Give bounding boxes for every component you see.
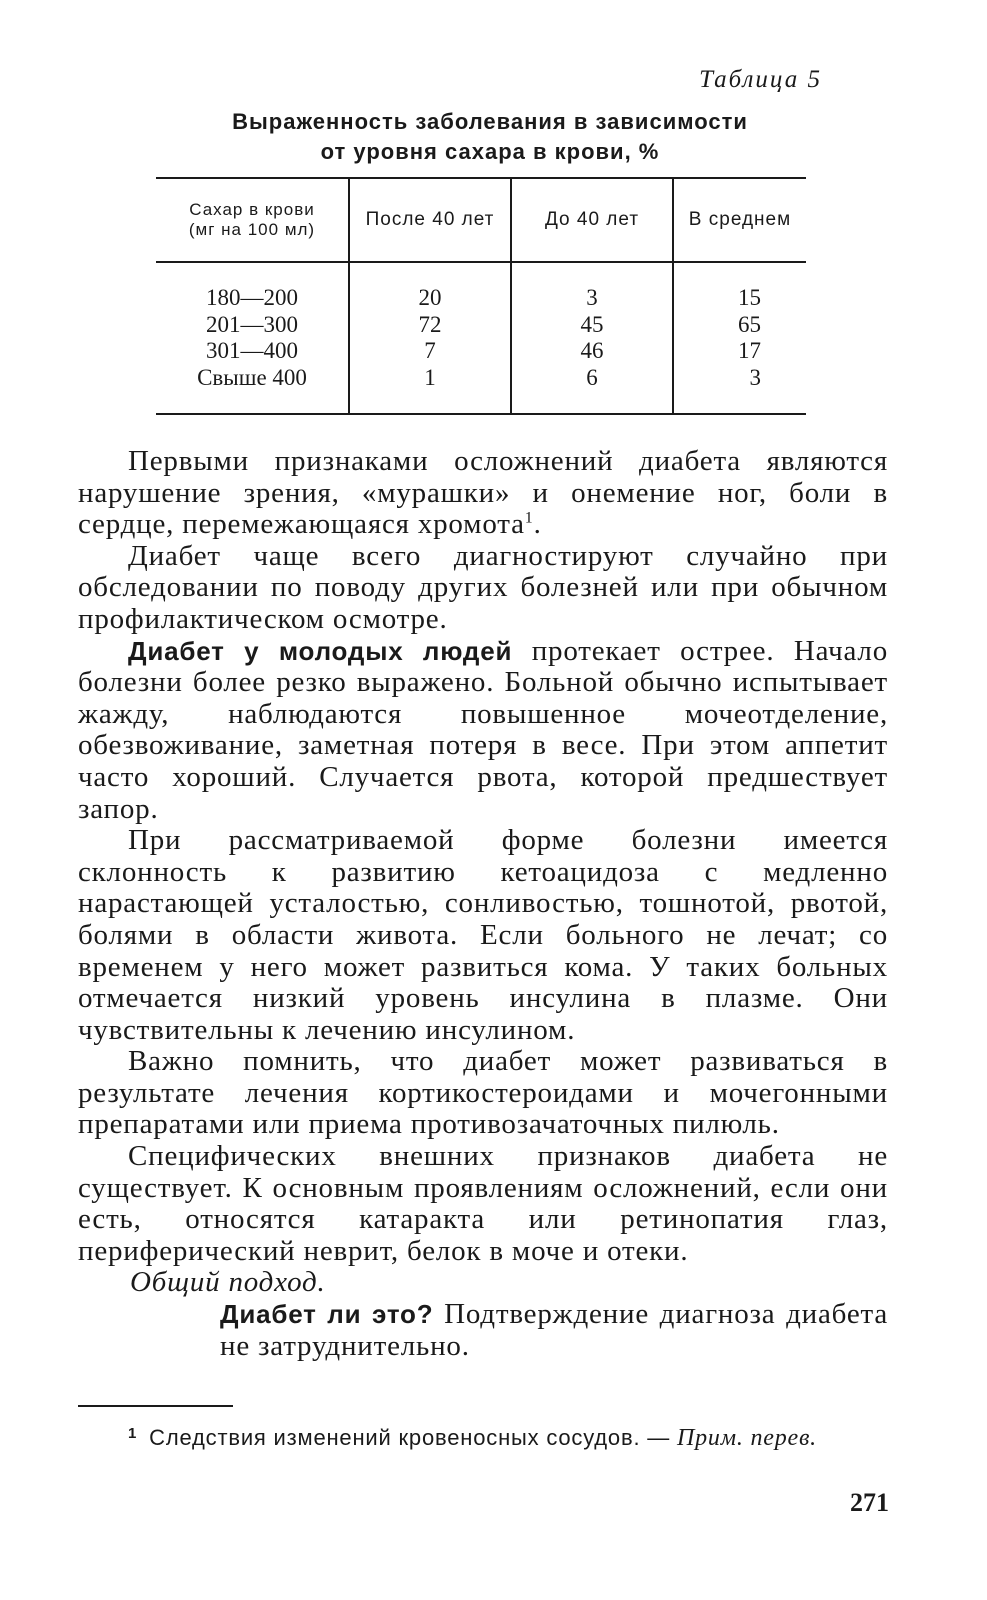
- table-title-line2: от уровня сахара в крови, %: [320, 139, 660, 164]
- cell-before-40: 46: [580, 338, 604, 363]
- footnote: [128, 1425, 888, 1452]
- column-before-40: [511, 262, 673, 414]
- table-title-line1: Выраженность заболевания в зависимости: [232, 109, 748, 134]
- cell-before-40: 6: [586, 364, 598, 390]
- footnote-mark: 1: [128, 1425, 138, 1442]
- sugar-severity-table: [156, 177, 806, 415]
- paragraph: Важно помнить, что диабет может развиваться в результате лечения кортикостероидами и мочегонными препаратами или приема противозачаточных пилюль.: [78, 1045, 888, 1141]
- section-heading: Общий подход.: [130, 1266, 326, 1299]
- column-average: [673, 262, 806, 414]
- cell-before-40: 45: [580, 311, 604, 337]
- header-before-40: До 40 лет: [511, 178, 673, 262]
- bold-heading: Диабет ли это?: [220, 1299, 434, 1330]
- cell-before-40: 3: [586, 285, 598, 310]
- paragraph-text: Подтверждение диагноза диабета не затруднительно.: [220, 1298, 888, 1362]
- column-after-40: [349, 262, 511, 414]
- bold-heading: Диабет у молодых людей: [128, 635, 513, 666]
- paragraph-end: .: [533, 508, 542, 541]
- header-after-40: После 40 лет: [349, 178, 511, 262]
- table-title: [150, 107, 830, 167]
- header-average: В среднем: [673, 178, 806, 262]
- paragraph: [78, 446, 888, 541]
- cell-range: 301—400: [206, 338, 298, 363]
- header-blood-sugar: [156, 178, 349, 262]
- page-number: 271: [850, 1488, 889, 1517]
- footnote-text: Следствия изменений кровеносных сосудов. —: [149, 1425, 677, 1450]
- paragraph: Диабет чаще всего диагностируют случайно при обследовании по поводу других болезней или при обычном профилактическом осмотре.: [78, 539, 888, 635]
- footnote-divider: [78, 1405, 233, 1407]
- cell-average: 15: [738, 285, 761, 310]
- footnote-reference[interactable]: 1: [524, 509, 534, 527]
- table-label: Таблица 5: [699, 66, 822, 93]
- cell-range: Свыше 400: [197, 364, 307, 390]
- table-header-row: [156, 178, 806, 262]
- column-sugar-ranges: [156, 262, 349, 414]
- paragraph-text: протекает острее. Начало болезни более резко выражено. Больной обычно испытывает жажду, наблюдаются повышенное мочеотделение, обезвоживание, заметная потеря в весе. При этом аппетит часто хороший. Случается рвота, которой предшествует запор.: [78, 634, 888, 825]
- cell-after-40: 20: [418, 285, 442, 310]
- cell-after-40: 72: [418, 311, 442, 337]
- paragraph-text: Первыми признаками осложнений диабета являются нарушение зрения, «мурашки» и онемение ног, боли в сердце, перемежающаяся хромота: [78, 445, 888, 541]
- header-blood-sugar-line2: (мг на 100 мл): [188, 220, 316, 239]
- cell-average: 3: [749, 364, 761, 390]
- body-text: [78, 446, 888, 1362]
- footnote-note: Прим. перев.: [677, 1425, 817, 1451]
- cell-range: 201—300: [206, 311, 298, 337]
- cell-average: 17: [738, 338, 761, 363]
- paragraph: [78, 636, 888, 826]
- cell-range: 180—200: [206, 285, 298, 310]
- cell-average: 65: [738, 311, 761, 337]
- cell-after-40: 1: [424, 364, 436, 390]
- paragraph: При рассматриваемой форме болезни имеется склонность к развитию кетоацидоза с медленно нарастающей усталостью, сонливостью, тошнотой, рвотой, болями в области живота. Если больного не лечат; со временем у него может развиться кома. У таких больных отмечается низкий уровень инсулина в плазме. Они чувствительны к лечению инсулином.: [78, 824, 888, 1046]
- header-blood-sugar-line1: Сахар в крови: [189, 200, 315, 219]
- paragraph: [220, 1299, 888, 1362]
- paragraph: Специфических внешних признаков диабета не существует. К основным проявлениям осложнений, если они есть, относятся катаракта или ретинопатия глаз, периферический неврит, белок в моче и отеки.: [78, 1140, 888, 1267]
- table-body-row: [156, 262, 806, 414]
- cell-after-40: 7: [424, 338, 436, 363]
